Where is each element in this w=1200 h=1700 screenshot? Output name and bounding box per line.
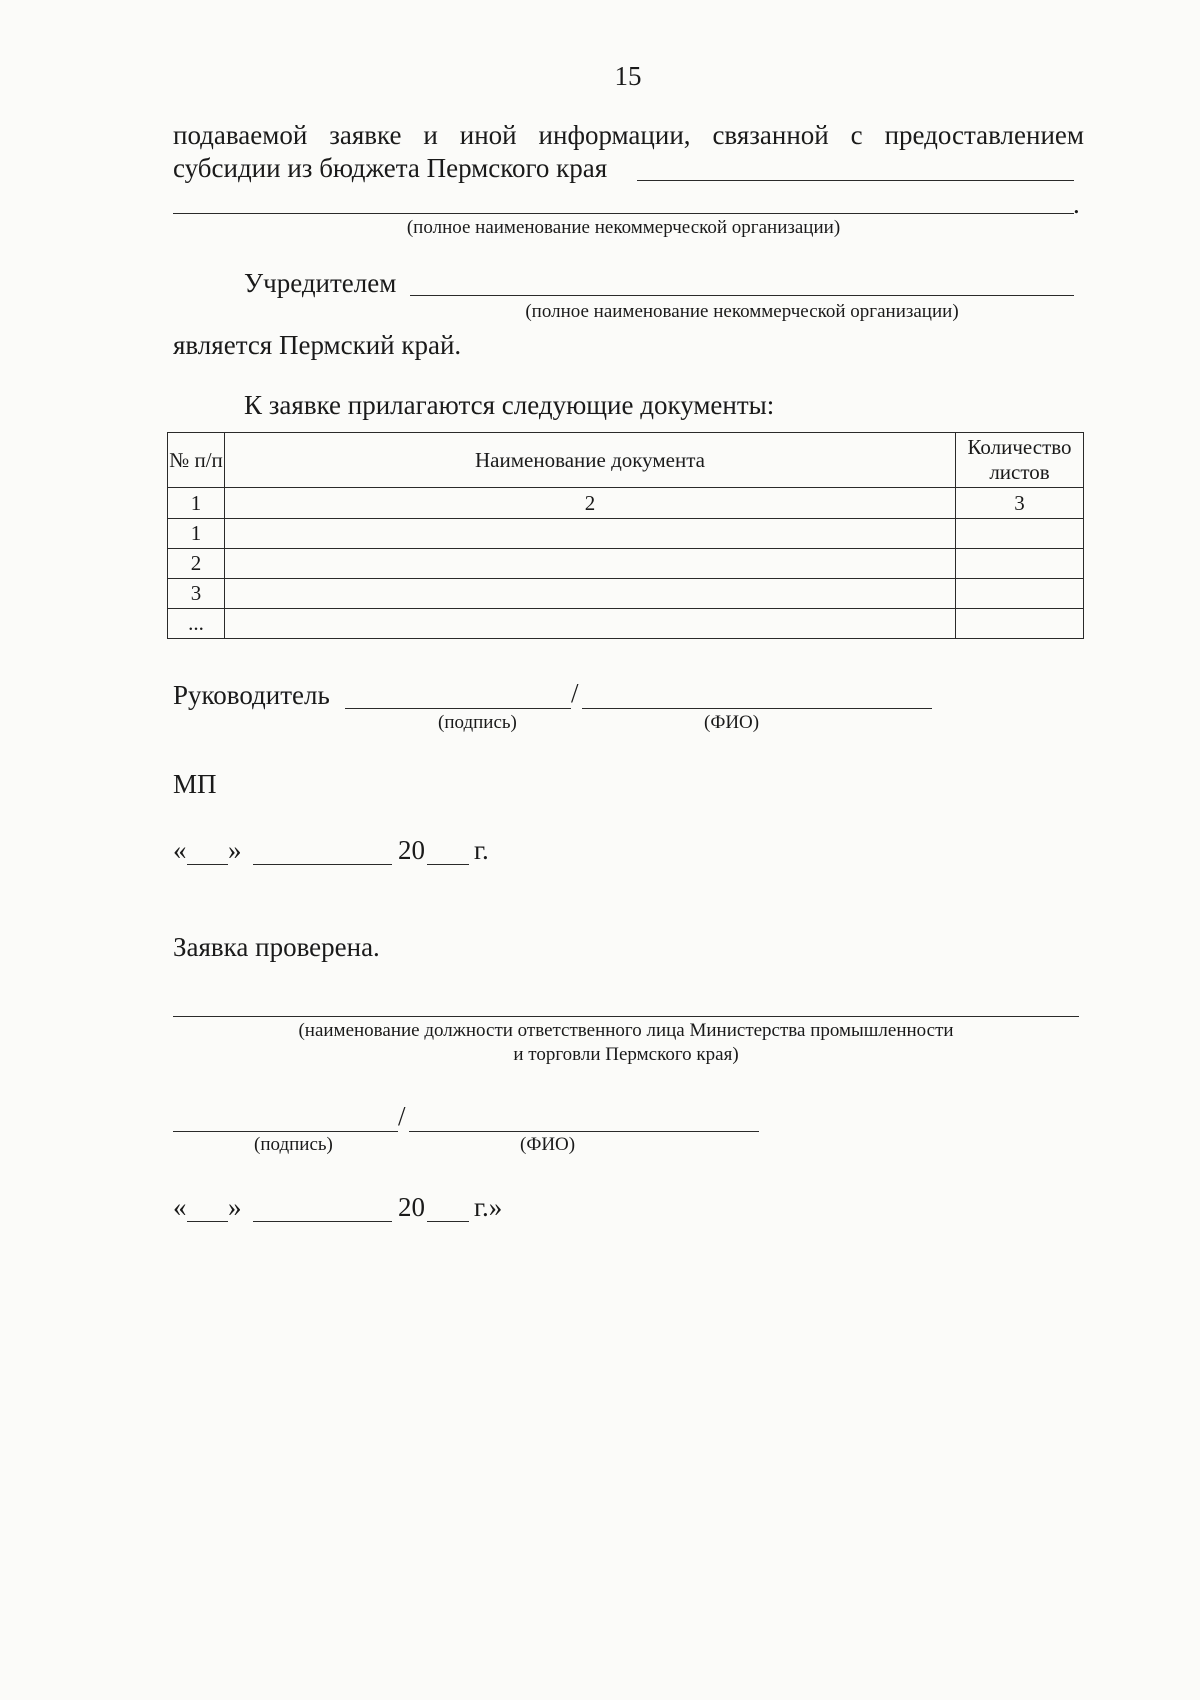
table-cell-page-count[interactable] [956,579,1084,609]
official-name-caption: (ФИО) [520,1134,576,1155]
table-row [168,549,1084,579]
organization-name-blank-2[interactable] [173,213,1074,214]
date2-day-blank[interactable] [187,1221,228,1222]
head-signature-label: Руководитель [173,680,330,710]
intro-word: и [423,120,438,150]
official-signature-caption: (подпись) [254,1134,333,1155]
table-cell: 2 [225,488,956,519]
organization-name-blank-1[interactable] [637,180,1074,181]
attachments-heading: К заявке прилагаются следующие документы: [244,390,775,420]
table-cell-page-count[interactable] [956,609,1084,639]
date-close-quote: » [228,835,242,865]
table-cell-document-name[interactable] [225,519,956,549]
founder-sentence: является Пермский край. [173,330,462,360]
official-position-blank[interactable] [173,1016,1079,1017]
head-name-blank[interactable] [582,708,932,709]
table-row [168,519,1084,549]
table-row [168,579,1084,609]
official-position-caption-line-1: (наименование должности ответственного лица Министерства промышленности [298,1020,954,1041]
head-signature-blank[interactable] [345,708,571,709]
table-cell-page-count[interactable] [956,549,1084,579]
table-cell: ... [168,609,225,639]
date-year-prefix: 20 [398,835,425,865]
checked-statement: Заявка проверена. [173,932,380,962]
date2-year-suffix: г.» [474,1192,503,1222]
intro-word: с [850,120,863,150]
intro-line-1 [173,119,1084,151]
date2-open-quote: « [173,1192,187,1222]
column-header-page-count: Количество листов [956,433,1084,488]
date2-year-prefix: 20 [398,1192,425,1222]
date-year-suffix: г. [474,835,489,865]
intro-word: иной [459,120,517,150]
stamp-place-label: МП [173,769,217,799]
table-cell: 1 [168,488,225,519]
table-column-numbers-row [168,488,1084,519]
official-name-blank[interactable] [409,1131,759,1132]
date-open-quote: « [173,835,187,865]
intro-word: информации, [538,120,691,150]
official-signature-blank[interactable] [173,1131,398,1132]
official-position-caption-line-2: и торговли Пермского края) [513,1044,739,1065]
head-signature-slash: / [571,678,579,708]
table-cell: 3 [956,488,1084,519]
head-name-caption: (ФИО) [704,712,760,733]
table-cell-page-count[interactable] [956,519,1084,549]
column-header-number: № п/п [168,433,225,488]
table-cell: 2 [168,549,225,579]
date-month-blank[interactable] [253,864,392,865]
table-cell: 3 [168,579,225,609]
table-cell-document-name[interactable] [225,549,956,579]
page-number: 15 [614,61,642,91]
attachments-table [167,432,1084,639]
founder-label: Учредителем [244,268,397,298]
date2-close-quote: » [228,1192,242,1222]
head-signature-caption: (подпись) [438,712,517,733]
date-year-blank[interactable] [427,864,469,865]
founder-caption: (полное наименование некоммерческой организации) [525,301,959,322]
table-cell-document-name[interactable] [225,579,956,609]
intro-word: связанной [712,120,829,150]
column-header-document-name: Наименование документа [225,433,956,488]
official-signature-slash: / [398,1101,406,1131]
table-row [168,609,1084,639]
date2-year-blank[interactable] [427,1221,469,1222]
founder-name-blank[interactable] [410,295,1074,296]
table-cell-document-name[interactable] [225,609,956,639]
intro-word: подаваемой [173,120,308,150]
date2-month-blank[interactable] [253,1221,392,1222]
intro-word: предоставлением [884,120,1084,150]
date-day-blank[interactable] [187,864,228,865]
intro-end-dot: . [1073,189,1080,219]
intro-line-2: субсидии из бюджета Пермского края [173,153,608,183]
intro-word: заявке [329,120,402,150]
table-header-row [168,433,1084,488]
table-cell: 1 [168,519,225,549]
organization-caption: (полное наименование некоммерческой организации) [406,217,841,238]
